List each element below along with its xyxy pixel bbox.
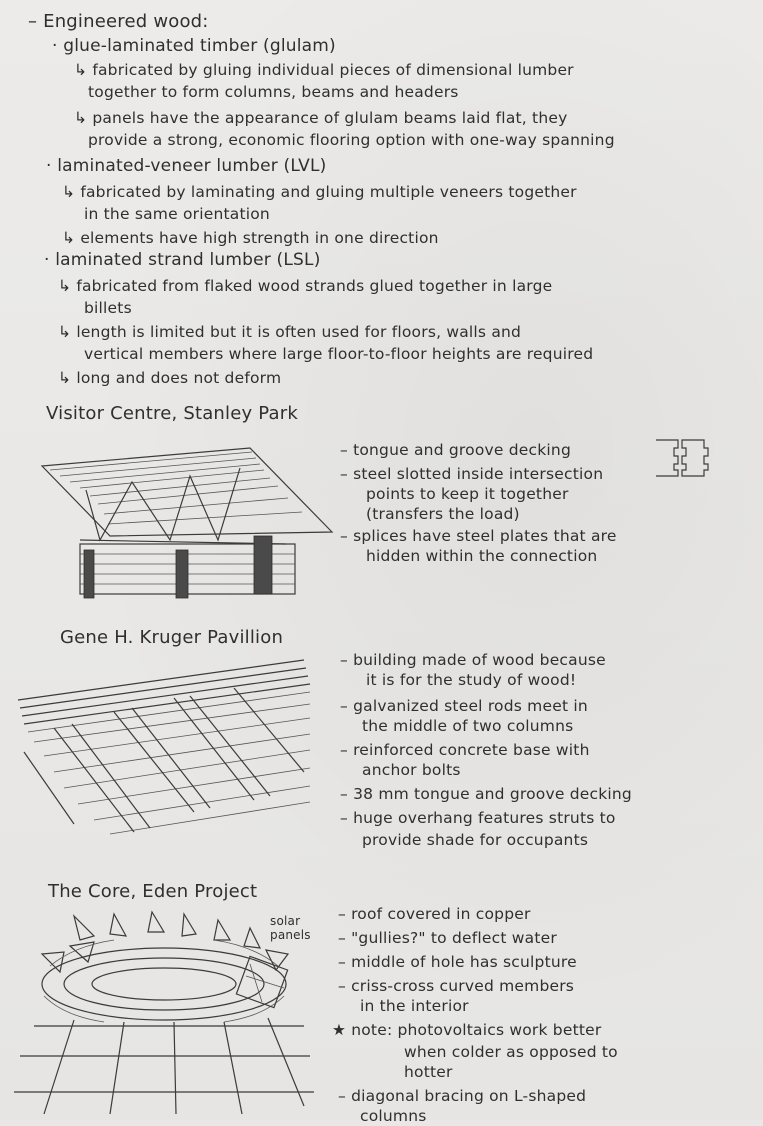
lsl-note-2b: vertical members where large floor-to-floor heights are required <box>84 345 594 363</box>
glulam-note-2b: provide a strong, economic flooring option with one-way spanning <box>88 131 615 149</box>
kruger-bullet-5b: provide shade for occupants <box>362 831 589 849</box>
glulam-note-1b: together to form columns, beams and headers <box>88 83 459 101</box>
visitor-bullet-2: – steel slotted inside intersection <box>340 465 604 483</box>
visitor-bullet-2c: (transfers the load) <box>366 505 520 523</box>
kruger-bullet-2b: the middle of two columns <box>362 717 574 735</box>
lsl-note-2: ↳ length is limited but it is often used for floors, walls and <box>58 323 522 341</box>
lsl-note-3: ↳ long and does not deform <box>58 369 282 387</box>
kruger-bullet-1b: it is for the study of wood! <box>366 671 577 689</box>
lvl-note-2: ↳ elements have high strength in one direction <box>62 229 439 247</box>
core-bullet-1: – roof covered in copper <box>338 905 531 923</box>
core-bullet-6: – diagonal bracing on L-shaped <box>338 1087 587 1105</box>
glulam-title: · glue-laminated timber (glulam) <box>52 36 336 56</box>
solar-panels-label: solar panels <box>270 914 311 942</box>
kruger-bullet-4: – 38 mm tongue and groove decking <box>340 785 632 803</box>
lsl-note-1b: billets <box>84 299 132 317</box>
glulam-note-1: ↳ fabricated by gluing individual pieces of dimensional lumber <box>74 61 574 79</box>
core-bullet-4: – criss-cross curved members <box>338 977 575 995</box>
lsl-title: · laminated strand lumber (LSL) <box>44 250 321 270</box>
kruger-bullet-3: – reinforced concrete base with <box>340 741 590 759</box>
kruger-bullet-2: – galvanized steel rods meet in <box>340 697 588 715</box>
kruger-pavillion-title: Gene H. Kruger Pavillion <box>60 627 284 648</box>
visitor-bullet-1: – tongue and groove decking <box>340 441 571 459</box>
core-bullet-5b: when colder as opposed to <box>404 1043 618 1061</box>
kruger-bullet-3b: anchor bolts <box>362 761 461 779</box>
the-core-sketch <box>14 906 314 1116</box>
core-bullet-3: – middle of hole has sculpture <box>338 953 577 971</box>
lvl-note-1: ↳ fabricated by laminating and gluing multiple veneers together <box>62 183 577 201</box>
lvl-title: · laminated-veneer lumber (LVL) <box>46 156 327 176</box>
the-core-title: The Core, Eden Project <box>48 881 258 902</box>
core-bullet-4b: in the interior <box>360 997 469 1015</box>
glulam-note-2: ↳ panels have the appearance of glulam beams laid flat, they <box>74 109 568 127</box>
engineered-wood-heading: – Engineered wood: <box>28 11 209 32</box>
visitor-bullet-3b: hidden within the connection <box>366 547 598 565</box>
visitor-bullet-2b: points to keep it together <box>366 485 569 503</box>
visitor-bullet-3: – splices have steel plates that are <box>340 527 617 545</box>
core-bullet-5c: hotter <box>404 1063 453 1081</box>
kruger-bullet-5: – huge overhang features struts to <box>340 809 616 827</box>
visitor-centre-sketch <box>40 440 340 610</box>
core-bullet-6b: columns <box>360 1107 427 1125</box>
kruger-pavillion-sketch <box>14 652 314 852</box>
lvl-note-1b: in the same orientation <box>84 205 270 223</box>
kruger-bullet-1: – building made of wood because <box>340 651 606 669</box>
core-bullet-5: ★ note: photovoltaics work better <box>332 1021 602 1039</box>
core-bullet-2: – "gullies?" to deflect water <box>338 929 557 947</box>
lsl-note-1: ↳ fabricated from flaked wood strands glued together in large <box>58 277 553 295</box>
tongue-groove-icon <box>648 436 712 480</box>
visitor-centre-title: Visitor Centre, Stanley Park <box>46 403 298 424</box>
